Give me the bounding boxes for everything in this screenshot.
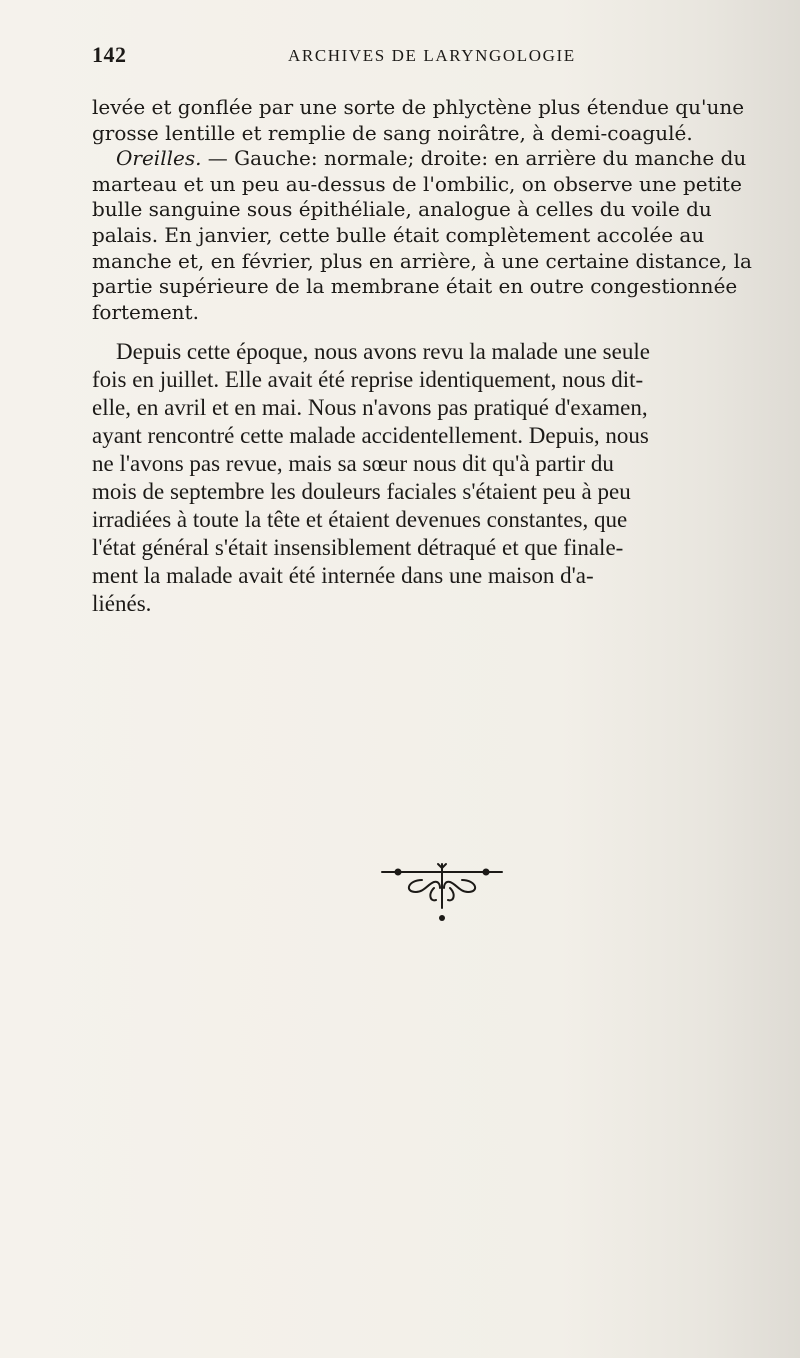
- ears-label: Oreilles.: [116, 146, 202, 171]
- follow-up-paragraph: [92, 338, 782, 618]
- text-line: partie supérieure de la membrane était en outre congestionnée: [92, 274, 738, 299]
- text-line: Depuis cette époque, nous avons revu la malade une seule: [116, 339, 650, 364]
- text-line: bulle sanguine sous épithéliale, analogue à celles du voile du: [92, 197, 712, 222]
- text-line: elle, en avril et en mai. Nous n'avons pas pratiqué d'examen,: [92, 395, 648, 420]
- text-line: mois de septembre les douleurs faciales s'étaient peu à peu: [92, 479, 631, 504]
- text-line: grosse lentille et remplie de sang noirâtre, à demi-coagulé.: [92, 120, 693, 145]
- text-line: irradiées à toute la tête et étaient devenues constantes, que: [92, 507, 628, 532]
- text-line: ment la malade avait été internée dans une maison d'a-: [92, 563, 594, 588]
- text-line: fois en juillet. Elle avait été reprise identiquement, nous dit-: [92, 367, 644, 392]
- text-line: liénés.: [92, 591, 152, 616]
- text-line: levée et gonflée par une sorte de phlyctène plus étendue qu'une: [92, 95, 745, 119]
- fleuron-ornament-icon: [378, 858, 506, 924]
- text-line: palais. En janvier, cette bulle était complètement accolée au: [92, 222, 705, 247]
- ears-first-line-text: — Gauche: normale; droite: en arrière du manche du: [201, 146, 747, 171]
- text-line: ne l'avons pas revue, mais sa sœur nous dit qu'à partir du: [92, 451, 614, 476]
- ears-first-line: [92, 146, 782, 172]
- text-line: l'état général s'était insensiblement détraqué et que finale-: [92, 535, 624, 560]
- text-line: ayant rencontré cette malade accidentellement. Depuis, nous: [92, 423, 649, 448]
- text-line: manche et, en février, plus en arrière, à une certaine distance, la: [92, 248, 752, 273]
- text-line: fortement.: [92, 299, 199, 324]
- case-description: [92, 95, 782, 325]
- running-title: ARCHIVES DE LARYNGOLOGIE: [288, 46, 576, 65]
- page-number: 142: [92, 42, 127, 67]
- text-line: marteau et un peu au-dessus de l'ombilic, on observe une petite: [92, 171, 742, 196]
- page-header: [92, 42, 782, 76]
